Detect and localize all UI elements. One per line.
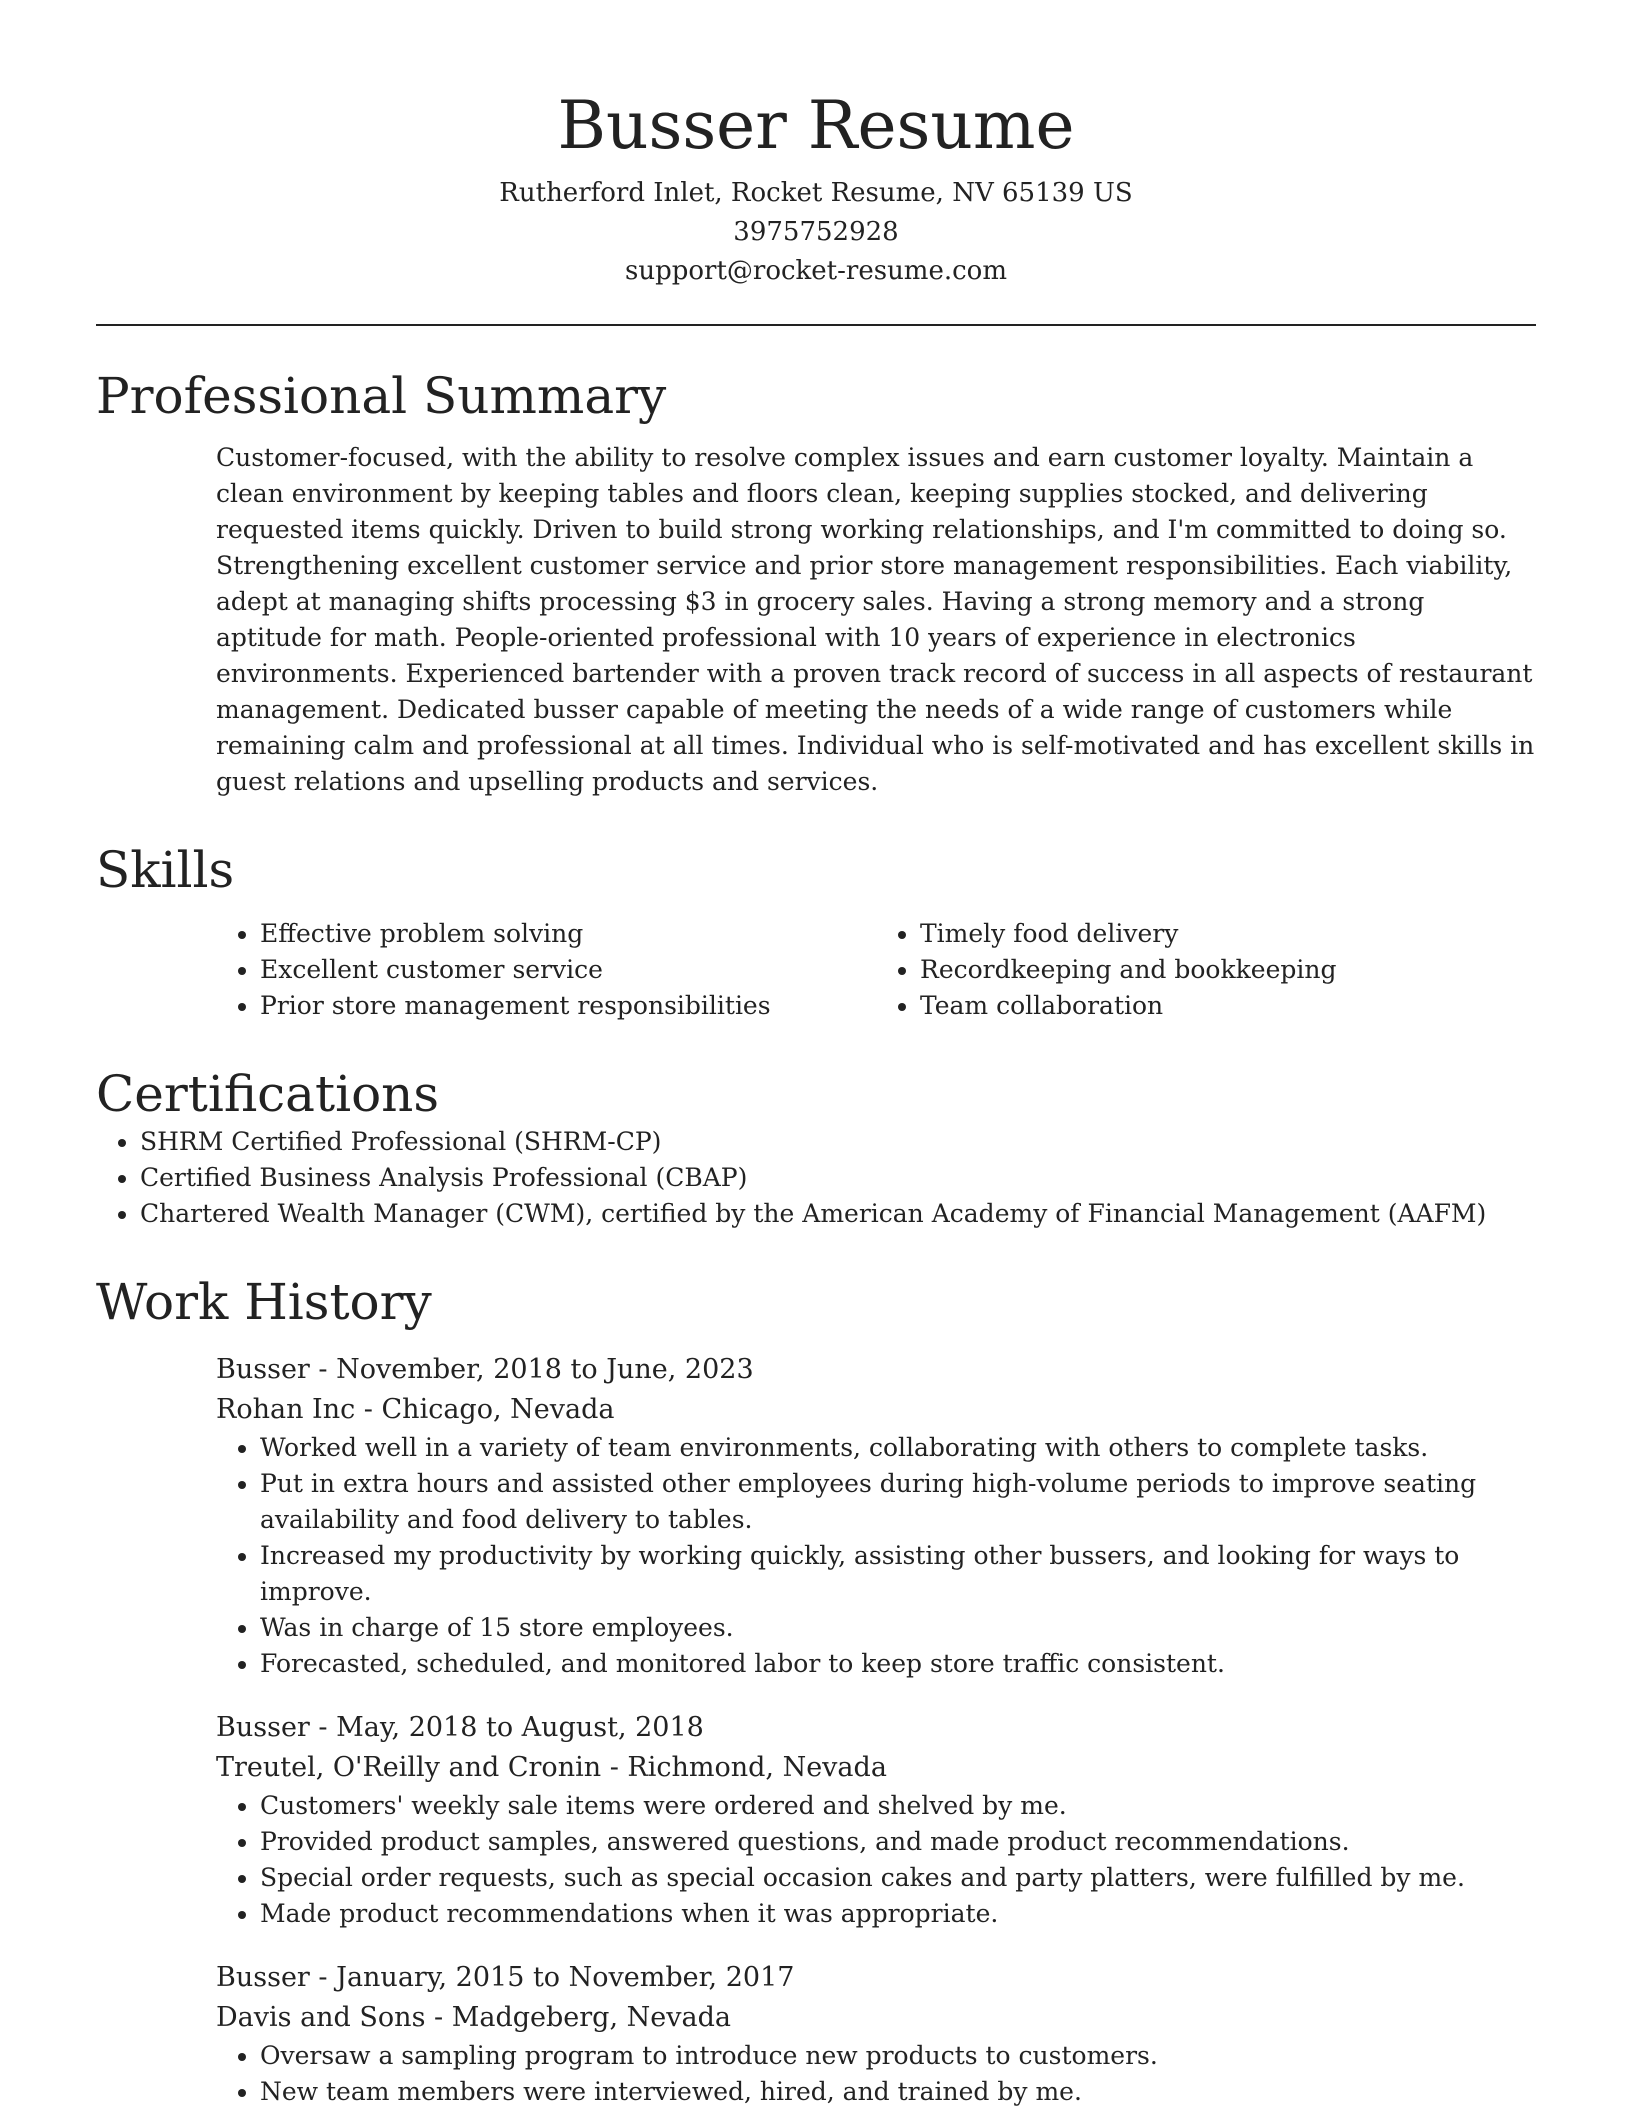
job-entry xyxy=(216,1958,1536,2110)
header-divider xyxy=(96,324,1536,326)
resume-title: Busser Resume xyxy=(557,87,1075,164)
job-company: Rohan Inc xyxy=(216,1394,356,1425)
contact-block xyxy=(96,174,1536,291)
skills-list-right xyxy=(876,916,1536,1024)
job-title: Busser xyxy=(216,1354,310,1385)
job-bullet: • Customers' weekly sale items were ordered and shelved by me. xyxy=(260,1788,1536,1824)
job-company-line: Treutel, O'Reilly and Cronin - Richmond, Nevada xyxy=(216,1752,887,1783)
job-dates: January, 2015 to November, 2017 xyxy=(336,1962,795,1993)
job-bullet: • Made product recommendations when it was appropriate. xyxy=(260,1896,1536,1932)
job-title-line: Busser - November, 2018 to June, 2023 xyxy=(216,1354,754,1385)
job-entry xyxy=(216,1350,1536,1682)
certifications-list xyxy=(96,1124,1536,1232)
skill-item: • Timely food delivery xyxy=(920,916,1536,952)
job-title-line: Busser - May, 2018 to August, 2018 xyxy=(216,1712,704,1743)
certification-item: • SHRM Certified Professional (SHRM-CP) xyxy=(140,1124,1536,1160)
certifications-heading: Certifications xyxy=(96,1065,440,1123)
certification-item: • Chartered Wealth Manager (CWM), certified by the American Academy of Financial Management (AAFM) xyxy=(140,1196,1536,1232)
job-bullets xyxy=(216,2038,1536,2110)
skill-item: • Prior store management responsibilities xyxy=(260,988,876,1024)
resume-page xyxy=(96,0,1536,2110)
job-title: Busser xyxy=(216,1712,310,1743)
contact-address: Rutherford Inlet, Rocket Resume, NV 65139 US xyxy=(499,178,1133,208)
certification-item: • Certified Business Analysis Professional (CBAP) xyxy=(140,1160,1536,1196)
job-bullet: • Increased my productivity by working quickly, assisting other bussers, and looking for ways to improve. xyxy=(260,1538,1536,1610)
job-bullet: • Oversaw a sampling program to introduce new products to customers. xyxy=(260,2038,1536,2074)
job-bullet: • Forecasted, scheduled, and monitored labor to keep store traffic consistent. xyxy=(260,1646,1536,1682)
job-company: Treutel, O'Reilly and Cronin xyxy=(216,1752,602,1783)
job-title: Busser xyxy=(216,1962,310,1993)
job-bullet: • Provided product samples, answered questions, and made product recommendations. xyxy=(260,1824,1536,1860)
job-bullet: • Was in charge of 15 store employees. xyxy=(260,1610,1536,1646)
work-history-heading: Work History xyxy=(96,1273,432,1331)
job-bullets xyxy=(216,1788,1536,1932)
contact-email: support@rocket-resume.com xyxy=(624,256,1007,286)
job-bullets xyxy=(216,1430,1536,1682)
job-bullet: • Special order requests, such as special occasion cakes and party platters, were fulfilled by me. xyxy=(260,1860,1536,1896)
summary-text: Customer-focused, with the ability to resolve complex issues and earn customer loyalty. Maintain a clean environment by keeping tables and floors clean, keeping supplies stocked, and delivering requested items quickly. Driven to build strong working relationships, and I'm committed to doing so. Strengthening excellent customer service and prior store management responsibilities. Each viability, adept at managing shifts processing $3 in grocery sales. Having a strong memory and a strong aptitude for math. People-oriented professional with 10 years of experience in electronics environments. Experienced bartender with a proven track record of success in all aspects of restaurant management. Dedicated busser capable of meeting the needs of a wide range of customers while remaining calm and professional at all times. Individual who is self-motivated and has excellent skills in guest relations and upselling products and services. xyxy=(216,443,1535,796)
job-dates: May, 2018 to August, 2018 xyxy=(336,1712,704,1743)
job-dates: November, 2018 to June, 2023 xyxy=(336,1354,754,1385)
job-location: Richmond, Nevada xyxy=(627,1752,887,1783)
job-entry xyxy=(216,1708,1536,1932)
job-bullet: • Worked well in a variety of team environments, collaborating with others to complete tasks. xyxy=(260,1430,1536,1466)
job-location: Chicago, Nevada xyxy=(381,1394,615,1425)
skills-heading: Skills xyxy=(96,841,235,899)
job-location: Madgeberg, Nevada xyxy=(451,2002,731,2033)
job-company: Davis and Sons xyxy=(216,2002,426,2033)
skills-list-left xyxy=(216,916,876,1024)
job-bullet: • Put in extra hours and assisted other employees during high-volume periods to improve seating availability and food delivery to tables. xyxy=(260,1466,1536,1538)
skill-item: • Effective problem solving xyxy=(260,916,876,952)
skills-grid xyxy=(216,916,1536,1024)
summary-heading: Professional Summary xyxy=(96,367,667,425)
job-title-line: Busser - January, 2015 to November, 2017 xyxy=(216,1962,795,1993)
job-bullet: • New team members were interviewed, hired, and trained by me. xyxy=(260,2074,1536,2110)
skill-item: • Recordkeeping and bookkeeping xyxy=(920,952,1536,988)
skill-item: • Team collaboration xyxy=(920,988,1536,1024)
job-company-line: Rohan Inc - Chicago, Nevada xyxy=(216,1394,615,1425)
job-company-line: Davis and Sons - Madgeberg, Nevada xyxy=(216,2002,731,2033)
skill-item: • Excellent customer service xyxy=(260,952,876,988)
contact-phone: 3975752928 xyxy=(733,217,899,247)
